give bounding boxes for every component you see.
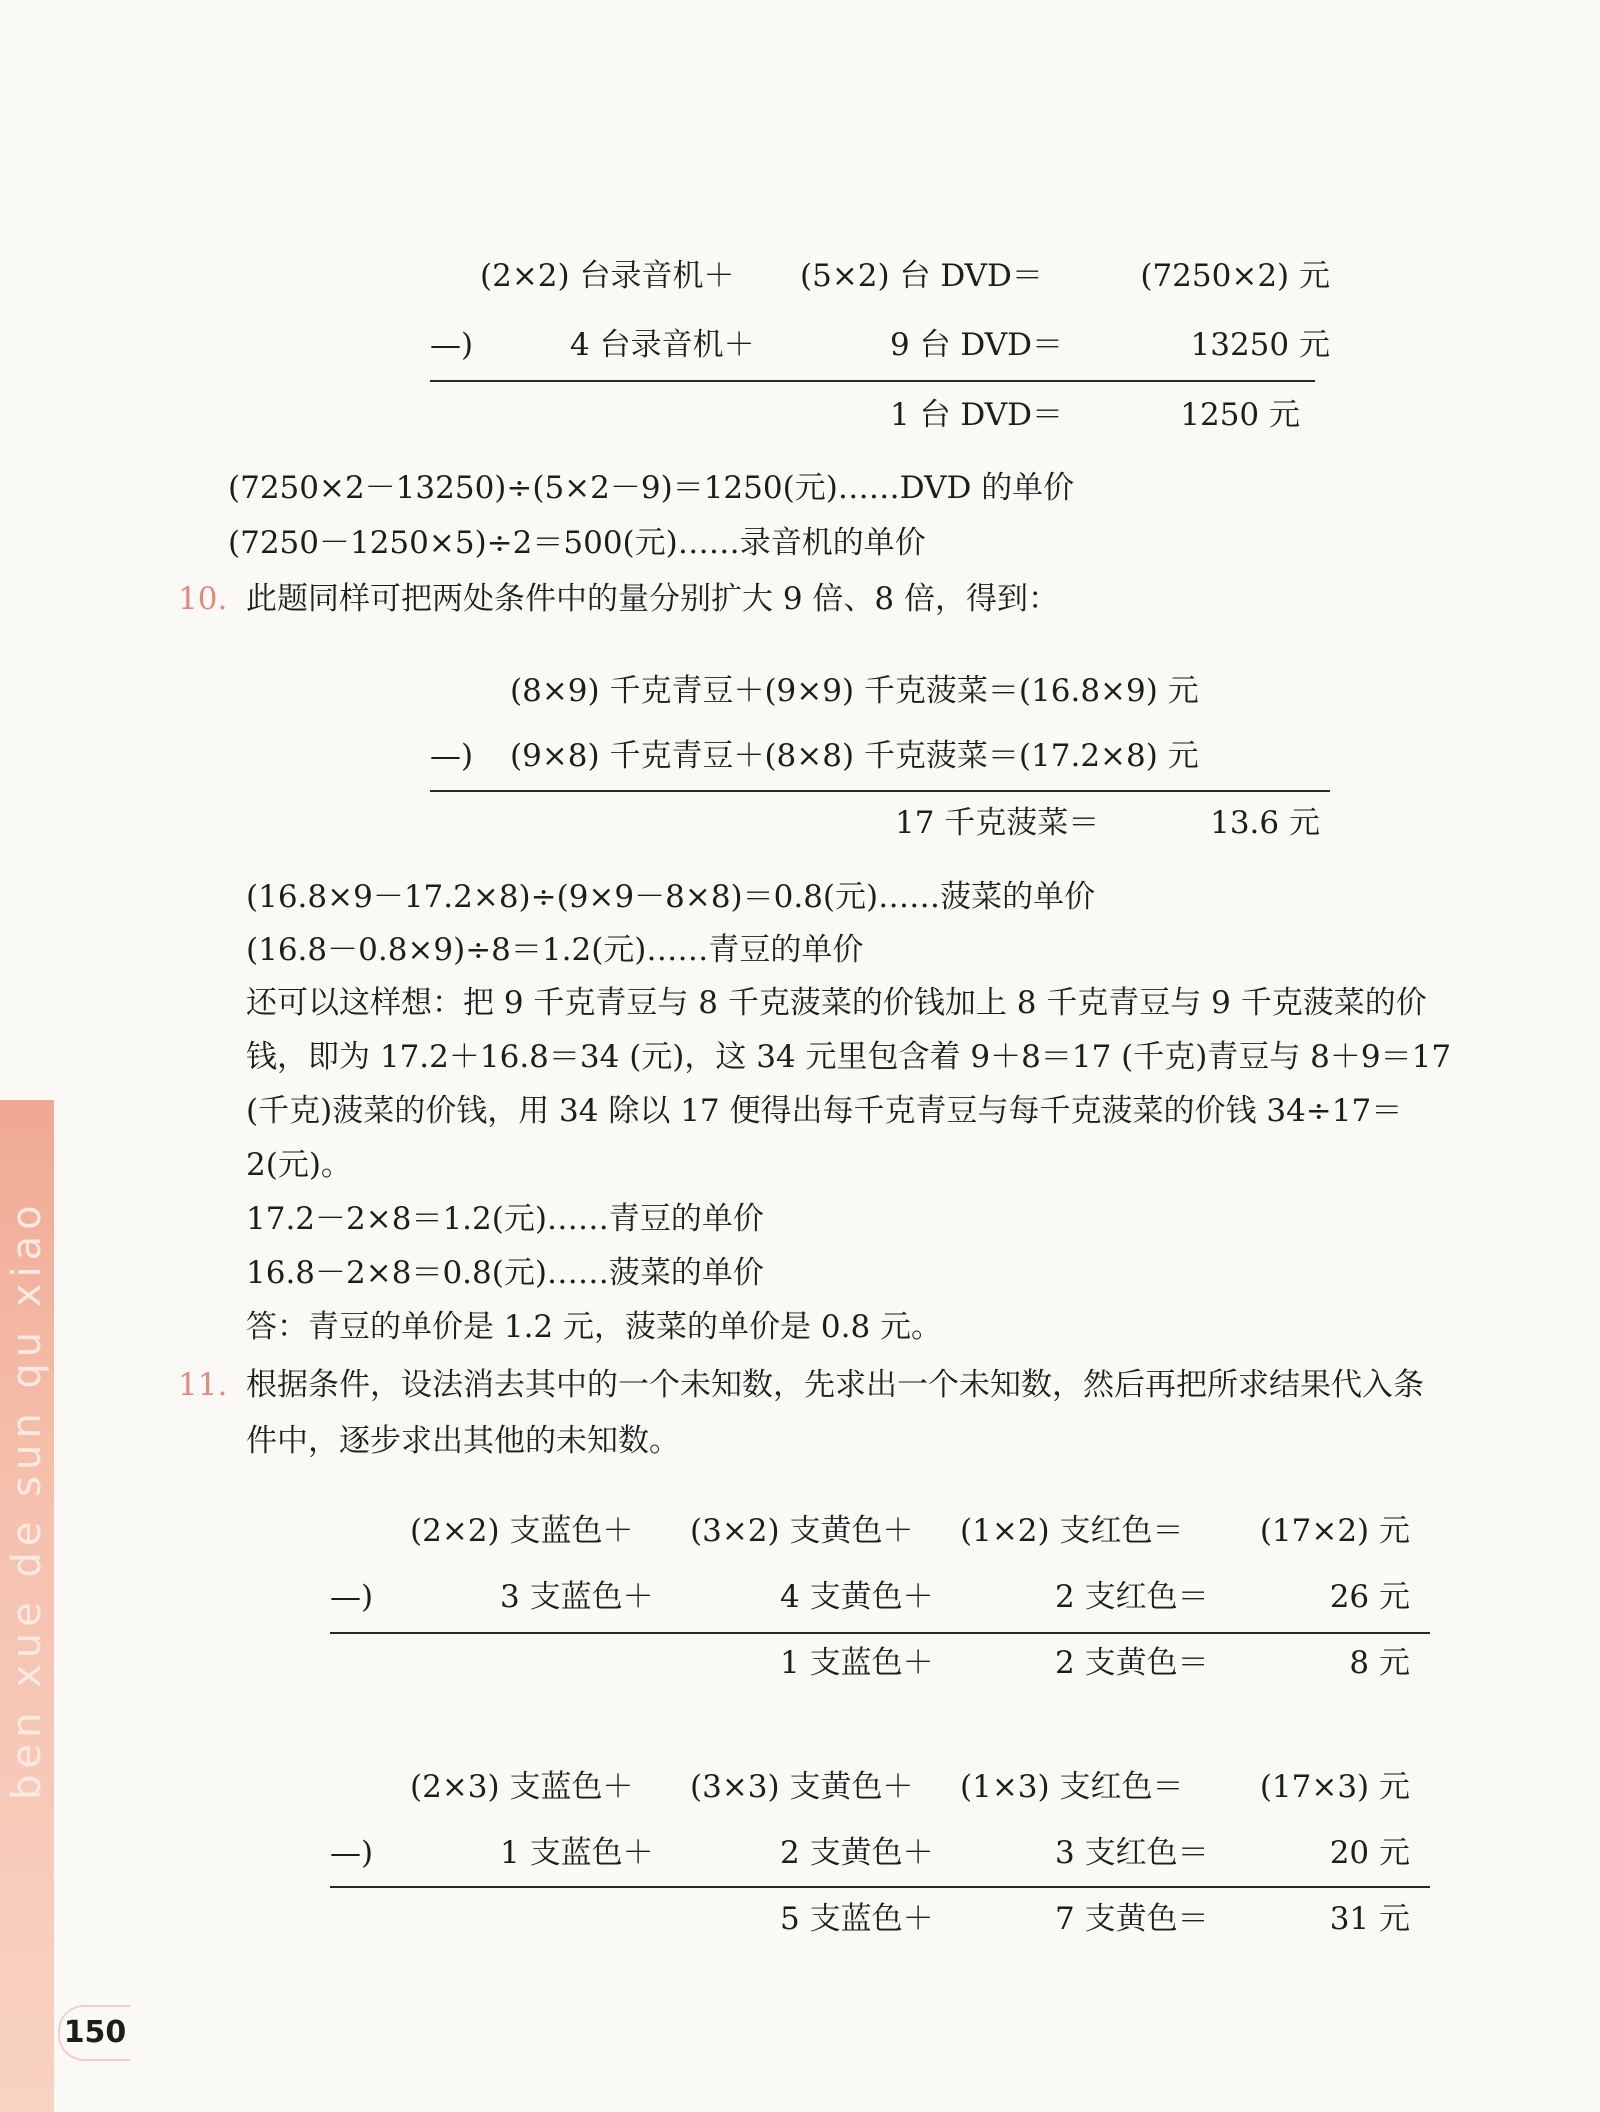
problem-10-number: 10. (178, 581, 228, 617)
p11a-r1-c1: (2×2) 支蓝色＋ (410, 1513, 634, 1549)
p10-para-1: 还可以这样想：把 9 千克青豆与 8 千克菠菜的价钱加上 8 千克青豆与 9 千克菠菜的价 (246, 985, 1427, 1021)
p11b-r3-c2: 7 支黄色＝ (1055, 1901, 1209, 1937)
p11b-r3-c3: 31 元 (1329, 1901, 1410, 1937)
p10-line-1: (16.8×9－17.2×8)÷(9×9－8×8)＝0.8(元)……菠菜的单价 (246, 879, 1096, 915)
eq9-r3-c1: 1 台 DVD＝ (890, 397, 1063, 433)
p11b-row-3 (330, 1896, 1430, 1942)
side-tab-text: ben xue de sun qu xiao (4, 1199, 50, 1801)
p11b-r2-c4: 20 元 (1329, 1835, 1410, 1871)
p10-para-2: 钱，即为 17.2＋16.8＝34 (元)，这 34 元里包含着 9＋8＝17 (千克)青豆与 8＋9＝17 (246, 1039, 1452, 1075)
eq9-r2-c2: 9 台 DVD＝ (890, 327, 1063, 363)
p11a-r3-c1: 1 支蓝色＋ (780, 1645, 934, 1681)
p10-r3-c1: 17 千克菠菜＝ (895, 805, 1100, 841)
eq9-line-1: (7250×2－13250)÷(5×2－9)＝1250(元)……DVD 的单价 (228, 470, 1075, 506)
p10-para-3: (千克)菠菜的价钱，用 34 除以 17 便得出每千克青豆与每千克菠菜的价钱 34÷17＝ (246, 1093, 1403, 1129)
eq9-row-1 (430, 253, 1330, 299)
p11a-r3-c2: 2 支黄色＝ (1055, 1645, 1209, 1681)
p11a-r3-c3: 8 元 (1349, 1645, 1410, 1681)
p10-answer: 答：青豆的单价是 1.2 元，菠菜的单价是 0.8 元。 (246, 1309, 943, 1345)
p11b-rule (330, 1886, 1430, 1888)
p11a-r2-c3: 2 支红色＝ (1055, 1579, 1209, 1615)
eq9-row-3 (430, 392, 1330, 438)
p11a-r2-c2: 4 支黄色＋ (780, 1579, 934, 1615)
p11b-r2-c2: 2 支黄色＋ (780, 1835, 934, 1871)
problem-11-intro-1: 根据条件，设法消去其中的一个未知数，先求出一个未知数，然后再把所求结果代入条 (246, 1367, 1424, 1403)
p10-para-4: 2(元)。 (246, 1147, 352, 1183)
p10-r1-c1: (8×9) 千克青豆＋(9×9) 千克菠菜＝(16.8×9) 元 (510, 673, 1199, 709)
p11a-row-1 (330, 1508, 1430, 1554)
p11b-r1-c4: (17×3) 元 (1259, 1769, 1410, 1805)
p11a-r1-c4: (17×2) 元 (1259, 1513, 1410, 1549)
problem-11-intro-2: 件中，逐步求出其他的未知数。 (246, 1423, 680, 1459)
problem-11-number: 11. (178, 1367, 228, 1403)
eq9-r2-c3: 13250 元 (1190, 327, 1330, 363)
eq9-r2-c1: 4 台录音机＋ (570, 327, 755, 363)
p11b-r2-c3: 3 支红色＝ (1055, 1835, 1209, 1871)
problem-10-intro: 此题同样可把两处条件中的量分别扩大 9 倍、8 倍，得到： (246, 581, 1060, 617)
p10-line-3: 17.2－2×8＝1.2(元)……青豆的单价 (246, 1201, 764, 1237)
eq9-r3-c2: 1250 元 (1180, 397, 1300, 433)
p11a-r2-c4: 26 元 (1329, 1579, 1410, 1615)
p10-rule (430, 790, 1330, 792)
p11a-r1-c3: (1×2) 支红色＝ (960, 1513, 1184, 1549)
p11b-row-2 (330, 1830, 1430, 1876)
eq9-rule (430, 380, 1315, 382)
p11b-r1-c1: (2×3) 支蓝色＋ (410, 1769, 634, 1805)
p11b-r2-minus: —) (330, 1835, 374, 1871)
p11a-rule (330, 1632, 1430, 1634)
p10-r3-c2: 13.6 元 (1210, 805, 1320, 841)
p11b-row-1 (330, 1764, 1430, 1810)
p11a-r2-c1: 3 支蓝色＋ (500, 1579, 654, 1615)
p11b-r1-c2: (3×3) 支黄色＋ (690, 1769, 914, 1805)
p11a-row-2 (330, 1574, 1430, 1620)
p11b-r2-c1: 1 支蓝色＋ (500, 1835, 654, 1871)
p10-row-1 (430, 668, 1330, 714)
p10-row-2 (430, 733, 1330, 779)
page-number: 150 (58, 2005, 130, 2061)
eq9-row-2 (430, 322, 1330, 368)
p11b-r1-c3: (1×3) 支红色＝ (960, 1769, 1184, 1805)
eq9-r2-minus: —) (430, 327, 474, 363)
p10-line-2: (16.8－0.8×9)÷8＝1.2(元)……青豆的单价 (246, 932, 864, 968)
p10-line-4: 16.8－2×8＝0.8(元)……菠菜的单价 (246, 1255, 764, 1291)
eq9-r1-c3: (7250×2) 元 (1140, 258, 1330, 294)
p10-r2-c1: (9×8) 千克青豆＋(8×8) 千克菠菜＝(17.2×8) 元 (510, 738, 1199, 774)
eq9-r1-c1: (2×2) 台录音机＋ (480, 258, 735, 294)
eq9-r1-c2: (5×2) 台 DVD＝ (800, 258, 1043, 294)
p11a-row-3 (330, 1640, 1430, 1686)
p10-row-3 (430, 800, 1330, 846)
p11a-r2-minus: —) (330, 1579, 374, 1615)
p11b-r3-c1: 5 支蓝色＋ (780, 1901, 934, 1937)
p11a-r1-c2: (3×2) 支黄色＋ (690, 1513, 914, 1549)
eq9-line-2: (7250－1250×5)÷2＝500(元)……录音机的单价 (228, 525, 926, 561)
p10-r2-minus: —) (430, 738, 474, 774)
